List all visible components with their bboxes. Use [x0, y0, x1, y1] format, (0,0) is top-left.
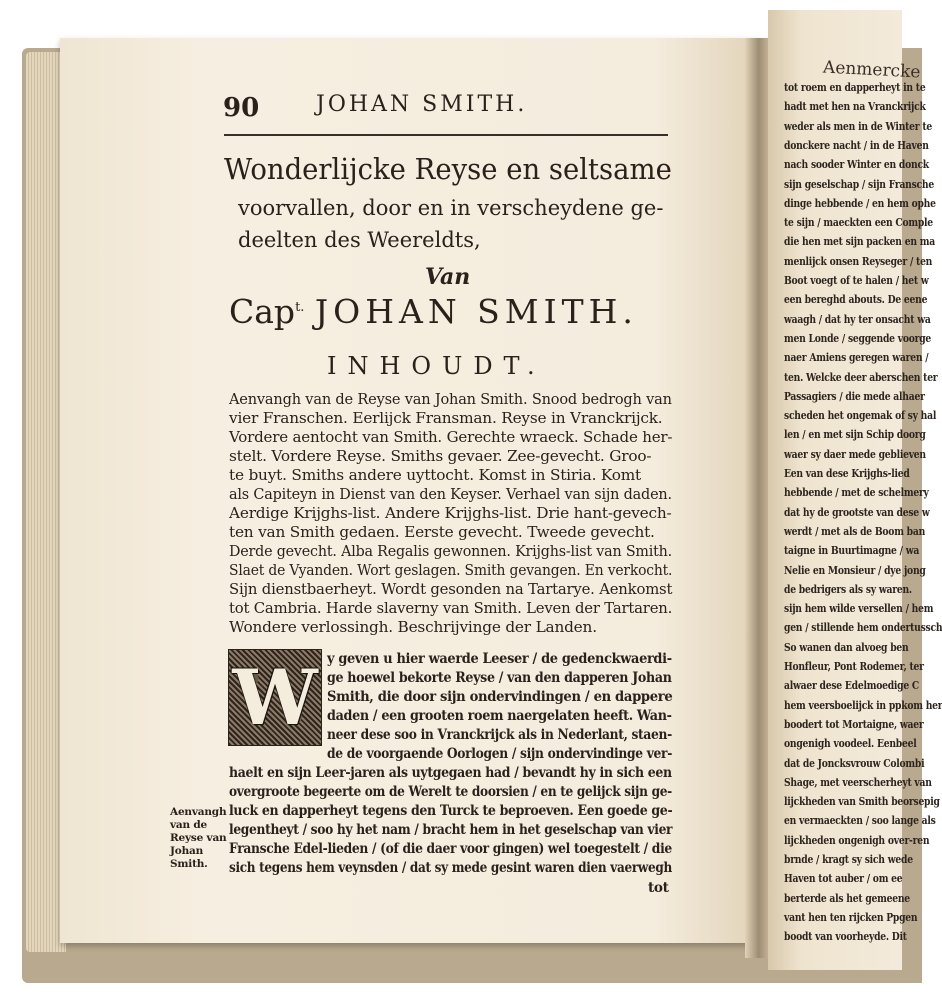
drop-cap-letter: W: [232, 652, 318, 742]
right-page-line: taigne in Buurtimagne / wa: [784, 543, 920, 558]
margin-note-line: Reyse van: [170, 832, 227, 844]
body-line: luck en dapperheyt tegens den Turck te beproeven. Een goede ge-: [229, 803, 673, 819]
right-page-line: berterde als het gemeene: [784, 890, 910, 905]
right-page-line: waer sy daer mede geblieven: [784, 446, 926, 461]
summary-line: te buyt. Smiths andere uyttocht. Komst in Stiria. Komt: [229, 466, 641, 484]
right-page-line: ongenigh voodeel. Eenbeel: [784, 736, 917, 751]
right-page-line: Shage, met veerscherheyt van: [784, 774, 932, 789]
right-page-line: men Londe / seggende voorge: [784, 330, 932, 345]
right-page-line: lijckheden ongenigh over-ren: [784, 832, 930, 847]
right-page-line: en vermaeckten / soo lange als: [784, 813, 936, 828]
header-rule: [224, 134, 668, 136]
van-label: Van: [425, 264, 471, 290]
body-line: Fransche Edel-lieden / (of die daer voor gingen) wel toegestelt / die: [229, 841, 672, 857]
right-page-line: scheden het ongemak of sy hal: [784, 408, 937, 423]
body-line: daden / een grooten roem naergelaten heeft. Wan-: [327, 708, 672, 724]
right-page-line: nach sooder Winter en donck: [784, 157, 929, 172]
summary-line: vier Franschen. Eerlijck Fransman. Reyse in Vranckrijck.: [229, 409, 663, 427]
right-page-line: dat hy de grootste van dese w: [784, 504, 930, 519]
body-line: haelt en sijn Leer-jaren als uytgegaen had / bevandt hy in sich een: [229, 765, 672, 781]
right-page-line: alwaer dese Edelmoedige C: [784, 678, 920, 693]
right-page-line: naer Amiens geregen waren /: [784, 350, 929, 365]
catchword: tot: [648, 880, 669, 896]
right-page-line: ten. Welcke deer aberschen ter: [784, 369, 938, 384]
body-line: Smith, die door sijn ondervindingen / en dappere: [327, 689, 673, 705]
summary-line: ten van Smith gedaen. Eerste gevecht. Tweede gevecht.: [229, 523, 655, 541]
right-page-line: boodt van voorheyde. Dit: [784, 929, 907, 944]
summary-line: Vordere aentocht van Smith. Gerechte wraeck. Schade her-: [229, 428, 673, 446]
summary-line: tot Cambria. Harde slaverny van Smith. Leven der Tartaren.: [229, 599, 673, 617]
right-page-line: waagh / dat hy ter onsacht wa: [784, 311, 931, 326]
right-page-line: te sijn / maeckten een Comple: [784, 215, 933, 230]
summary-line: stelt. Vordere Reyse. Smiths gevaer. Zee-gevecht. Groo-: [229, 447, 652, 465]
right-page-line: sijn hem wilde versellen / hem: [784, 601, 934, 616]
right-page-line: hem veersboelijck in ppkom her: [784, 697, 942, 712]
title-line-1: Wonderlijcke Reyse en seltsame: [224, 152, 672, 186]
body-line: sich tegens hem veynsden / dat sy mede gesint waren dien vaerwegh: [229, 860, 672, 876]
right-page-line: gen / stillende hem ondertussch: [784, 620, 942, 635]
right-page-line: len / en met sijn Schip doorg: [784, 427, 926, 442]
body-line: de de voorgaende Oorlogen / sijn ondervindinge ver-: [327, 746, 672, 762]
title-line-2: voorvallen, door en in verscheydene ge-: [238, 196, 664, 220]
right-page: [768, 10, 942, 970]
right-page-line: So wanen dan alvoeg ben: [784, 639, 909, 654]
right-page-line: tot roem en dapperheyt in te: [784, 80, 926, 94]
summary-line: Aerdige Krijghs-list. Andere Krijghs-list. Drie hant-gevech-: [229, 504, 672, 522]
right-page-line: de bedrigers als sy waren.: [784, 581, 912, 596]
captain-name: JOHAN SMITH.: [314, 292, 638, 331]
margin-note-line: Smith.: [170, 858, 208, 870]
right-page-line: werdt / met als de Boom ban: [784, 523, 926, 538]
body-line: y geven u hier waerde Leeser / de gedenckwaerdi-: [327, 651, 672, 667]
right-running-head: Aenmercke: [822, 57, 921, 83]
right-page-line: Haven tot auber / om ee: [784, 871, 903, 886]
captain-prefix: Cap: [229, 292, 296, 331]
right-page-line: hebbende / met de schelmery: [784, 485, 929, 500]
right-page-line: Nelie en Monsieur / dye jong: [784, 562, 926, 577]
right-page-line: sijn geselschap / sijn Fransche: [784, 176, 934, 191]
margin-note-line: Aenvangh: [170, 806, 227, 818]
margin-note-line: Johan: [170, 845, 204, 857]
right-page-line: een bereghd abouts. De eene: [784, 292, 928, 307]
right-page-line: dinge hebbende / en hem ophe: [784, 195, 936, 210]
right-page-line: weder als men in de Winter te: [784, 118, 932, 133]
contents-heading: INHOUDT.: [327, 352, 546, 380]
right-page-line: Honfleur, Pont Rodemer, ter: [784, 659, 924, 673]
right-page-line: Boot voegt of te halen / het w: [784, 273, 929, 287]
body-line: ge hoewel bekorte Reyse / van den dapperen Johan: [327, 670, 672, 686]
drop-cap-ornament: [228, 649, 322, 746]
right-page-line: menlijck onsen Reyseger / ten: [784, 253, 933, 268]
summary-line: Slaet de Vyanden. Wort geslagen. Smith gevangen. En verkocht.: [229, 561, 673, 579]
captain-superscript: t.: [295, 300, 305, 315]
book-gutter: [745, 38, 770, 958]
right-page-line: die hen met sijn packen en ma: [784, 234, 935, 249]
right-page-line: hadt met hen na Vranckrijck: [784, 99, 926, 114]
body-line: neer dese soo in Vranckrijck als in Nederlant, staen-: [327, 727, 672, 743]
right-page-line: Passagiers / die mede alhaer: [784, 388, 925, 403]
title-line-3: deelten des Weereldts,: [238, 228, 481, 252]
margin-note-line: van de: [170, 819, 208, 831]
summary-line: Wondere verlossingh. Beschrijvinge der Landen.: [229, 618, 597, 636]
summary-line: Derde gevecht. Alba Regalis gewonnen. Krijghs-list van Smith.: [229, 542, 673, 560]
right-page-line: boodert tot Mortaigne, waer: [784, 716, 924, 731]
summary-line: Aenvangh van de Reyse van Johan Smith. Snood bedrogh van: [229, 390, 672, 408]
right-page-line: lijckheden van Smith beorsepig: [784, 794, 940, 809]
running-head: JOHAN SMITH.: [316, 92, 528, 117]
right-page-line: donckere nacht / in de Haven: [784, 137, 929, 152]
body-line: overgroote begeerte om de Werelt te doorsien / en te gelijck sijn ge-: [229, 784, 672, 800]
right-page-line: brnde / kragt sy sich wede: [784, 852, 913, 866]
page-number: 90: [223, 93, 260, 123]
body-line: legentheyt / soo hy het nam / bracht hem in het geselschap van vier: [229, 822, 673, 838]
right-page-line: dat de Joncksvrouw Colombi: [784, 755, 925, 770]
captain-heading: [229, 292, 638, 331]
right-page-line: vant hen ten rijcken Ppgen: [784, 909, 918, 924]
right-page-line: Een van dese Krijghs-lied: [784, 466, 910, 480]
summary-line: als Capiteyn in Dienst van den Keyser. Verhael van sijn daden.: [229, 485, 672, 503]
summary-line: Sijn dienstbaerheyt. Wordt gesonden na Tartarye. Aenkomst: [229, 580, 673, 598]
